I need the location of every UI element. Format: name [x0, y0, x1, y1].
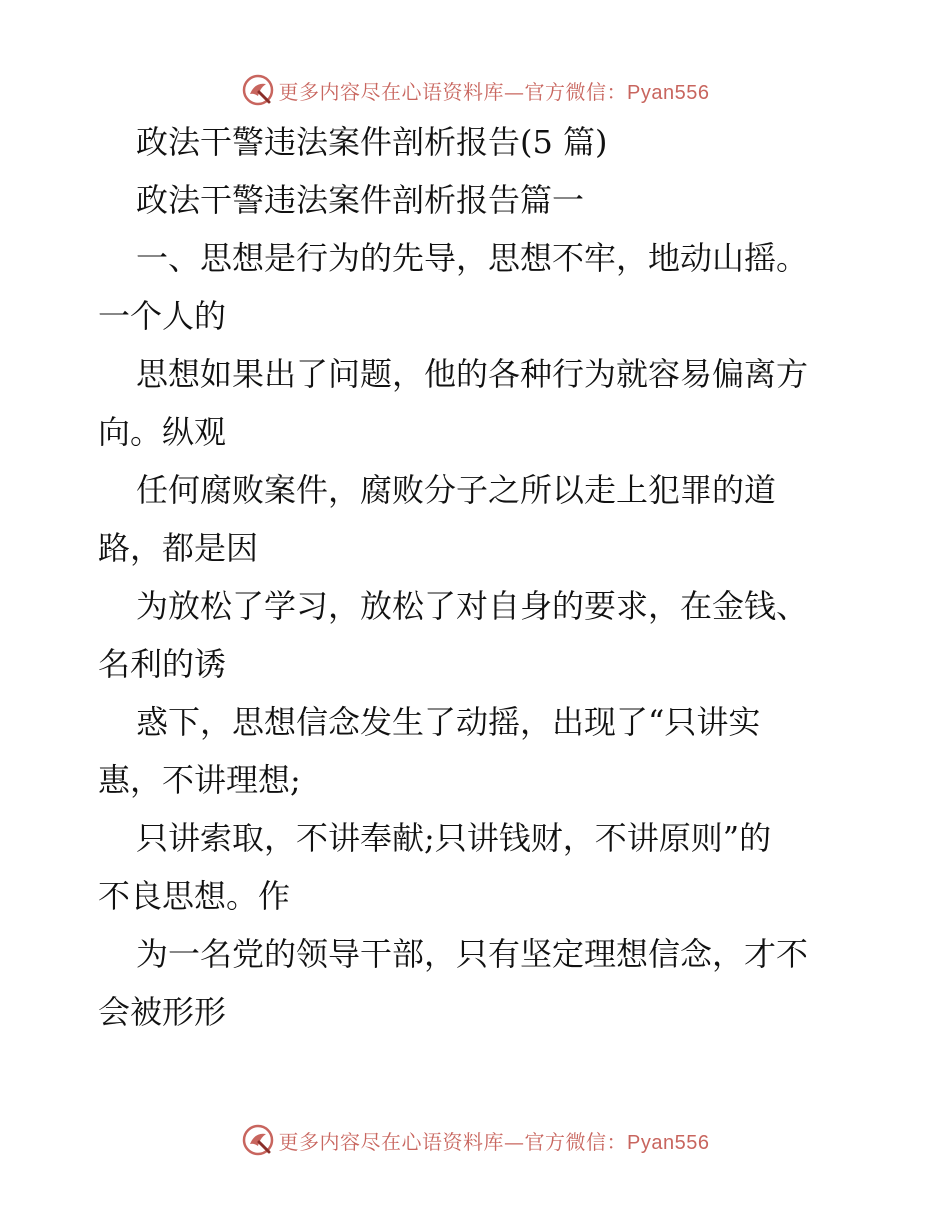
text-line: 不良思想。作 [98, 877, 291, 915]
header-watermark-text: 更多内容尽在心语资料库—官方微信：Pyan556 [278, 79, 710, 104]
text-line: 一个人的 [98, 297, 227, 335]
footer-watermark-text: 更多内容尽在心语资料库—官方微信：Pyan556 [278, 1129, 710, 1154]
section-heading: 政法干警违法案件剖析报告篇一 [136, 181, 585, 219]
brand-logo-icon [241, 73, 275, 107]
text-line: 思想如果出了问题，他的各种行为就容易偏离方 [136, 355, 809, 393]
text-line: 会被形形 [98, 993, 227, 1031]
header-watermark [0, 70, 950, 110]
footer-watermark [0, 1120, 950, 1160]
text-line: 向。纵观 [98, 413, 227, 451]
text-line: 为一名党的领导干部，只有坚定理想信念，才不 [136, 935, 809, 973]
text-line: 惑下，思想信念发生了动摇，出现了“只讲实 [136, 703, 761, 741]
text-line: 为放松了学习，放松了对自身的要求，在金钱、 [136, 587, 809, 625]
text-line: 名利的诱 [98, 645, 227, 683]
brand-logo-icon [241, 1123, 275, 1157]
text-line: 任何腐败案件，腐败分子之所以走上犯罪的道 [136, 471, 777, 509]
text-line: 一、思想是行为的先导，思想不牢，地动山摇。 [136, 239, 809, 277]
footer-watermark-handle: Pyan556 [627, 1131, 710, 1154]
document-title: 政法干警违法案件剖析报告(5 篇) [136, 123, 608, 161]
text-line: 路，都是因 [98, 529, 259, 567]
text-line: 只讲索取，不讲奉献;只讲钱财，不讲原则”的 [136, 819, 772, 857]
text-line: 惠，不讲理想; [98, 761, 301, 799]
header-watermark-handle: Pyan556 [627, 81, 710, 104]
